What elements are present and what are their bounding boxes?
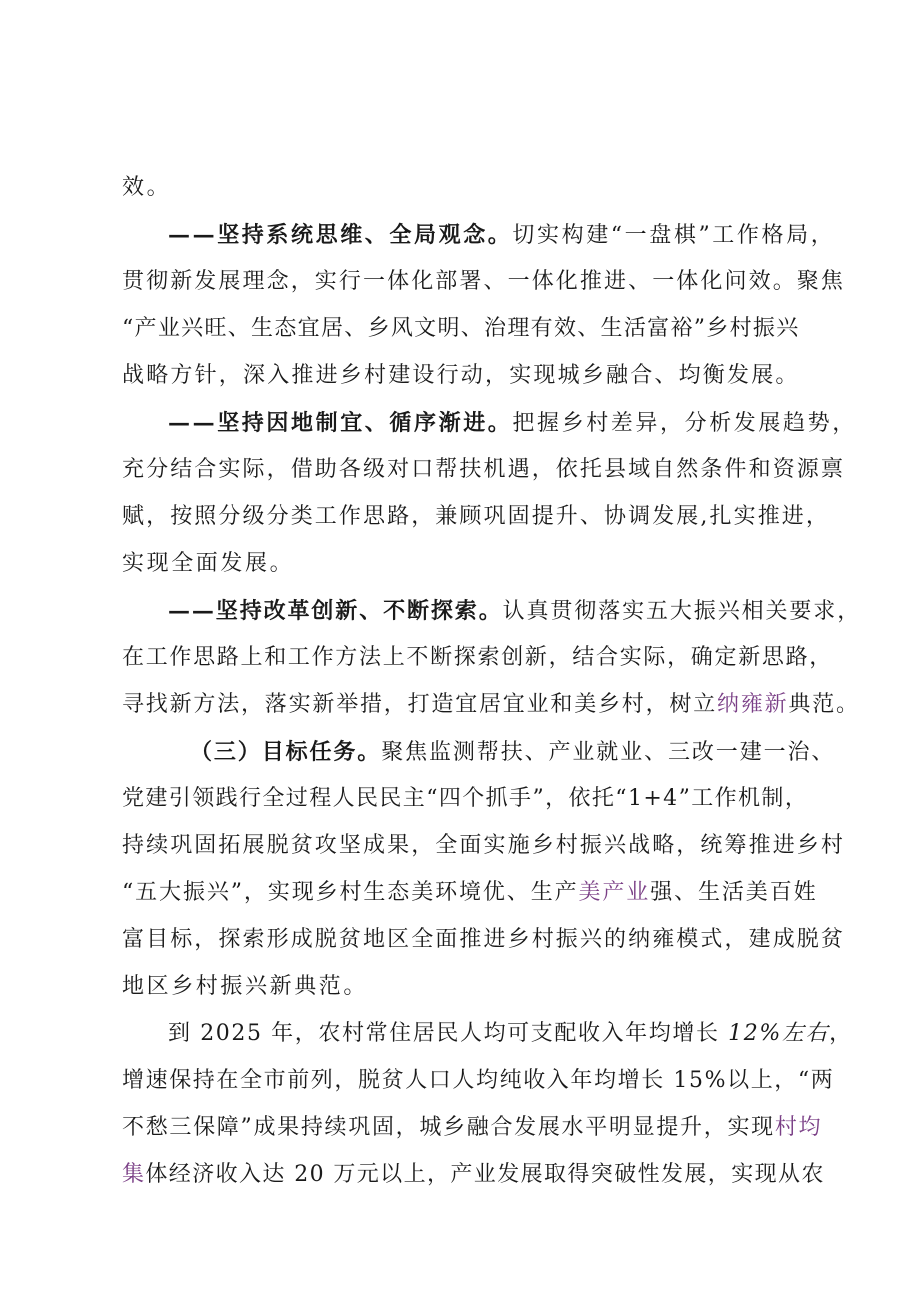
text-line: 效。 [122, 175, 172, 200]
text-line [190, 737, 835, 768]
text-line: 赋，按照分级分类工作思路，兼顾巩固提升、协调发展,扎实推进， [122, 504, 830, 529]
text-run: 聚焦监测帮扶、产业就业、三改一建一治、 [381, 740, 836, 765]
text-run: 切实构建“一盘棋”工作格局， [512, 223, 836, 248]
italic-text: 12%左右 [728, 1021, 830, 1046]
section-heading: ——坚持改革创新、不断探索。 [168, 598, 503, 624]
text-line: 在工作思路上和工作方法上不断探索创新，结合实际，确定新思路， [122, 645, 834, 670]
text-line: 实现全面发展。 [122, 551, 295, 576]
text-line: 党建引领践行全过程人民民主“四个抓手”，依托“1+4”工作机制， [122, 786, 809, 811]
text-line: 持续巩固拓展脱贫攻坚成果，全面实施乡村振兴战略，统筹推进乡村 [122, 833, 846, 858]
text-run: 典范。 [788, 692, 860, 717]
text-line [122, 690, 860, 720]
section-heading: ——坚持因地制宜、循序渐进。 [168, 410, 513, 436]
section-heading: （三）目标任务。 [190, 739, 382, 765]
text-run: 认真贯彻落实五大振兴相关要求， [502, 599, 862, 624]
text-run: 把握乡村差异，分析发展趋势， [512, 411, 857, 436]
text-line [168, 408, 857, 439]
text-line [168, 596, 861, 627]
text-line: 富目标，探索形成脱贫地区全面推进乡村振兴的纳雍模式，建成脱贫 [122, 927, 846, 952]
text-line [122, 878, 818, 908]
text-line [168, 1019, 853, 1049]
text-line: 贯彻新发展理念，实行一体化部署、一体化推进、一体化问效。聚焦 [122, 269, 846, 294]
text-run: 到 2025 年，农村常住居民人均可支配收入年均增长 [168, 1021, 729, 1046]
text-line [168, 220, 835, 251]
text-run: 强、生活美百姓 [650, 880, 818, 905]
highlighted-text: 集 [122, 1162, 146, 1187]
text-line: 增速保持在全市前列，脱贫人口人均纯收入年均增长 15%以上，“两 [122, 1068, 835, 1093]
text-run: 寻找新方法，落实新举措，打造宜居宜业和美乡村，树立 [122, 692, 718, 717]
highlighted-text: 美产业 [578, 880, 651, 905]
text-run: “五大振兴”，实现乡村生态美环境优、生产 [122, 880, 579, 905]
text-line [122, 1113, 822, 1143]
text-run: 不愁三保障”成果持续巩固，城乡融合发展水平明显提升，实现 [122, 1115, 775, 1140]
text-line: 充分结合实际，借助各级对口帮扶机遇，依托县域自然条件和资源禀 [122, 457, 846, 482]
text-run: 体经济收入达 20 万元以上，产业发展取得突破性发展，实现从农 [145, 1162, 825, 1187]
text-run: ， [829, 1021, 853, 1046]
text-line: “产业兴旺、生态宜居、乡风文明、治理有效、生活富裕”乡村振兴 [122, 316, 800, 341]
text-line: 战略方针，深入推进乡村建设行动，实现城乡融合、均衡发展。 [122, 363, 800, 388]
text-line: 地区乡村振兴新典范。 [122, 974, 369, 999]
section-heading: ——坚持系统思维、全局观念。 [168, 222, 513, 248]
text-line [122, 1160, 825, 1190]
highlighted-text: 村均 [774, 1115, 823, 1140]
highlighted-text: 纳雍新 [717, 692, 789, 717]
